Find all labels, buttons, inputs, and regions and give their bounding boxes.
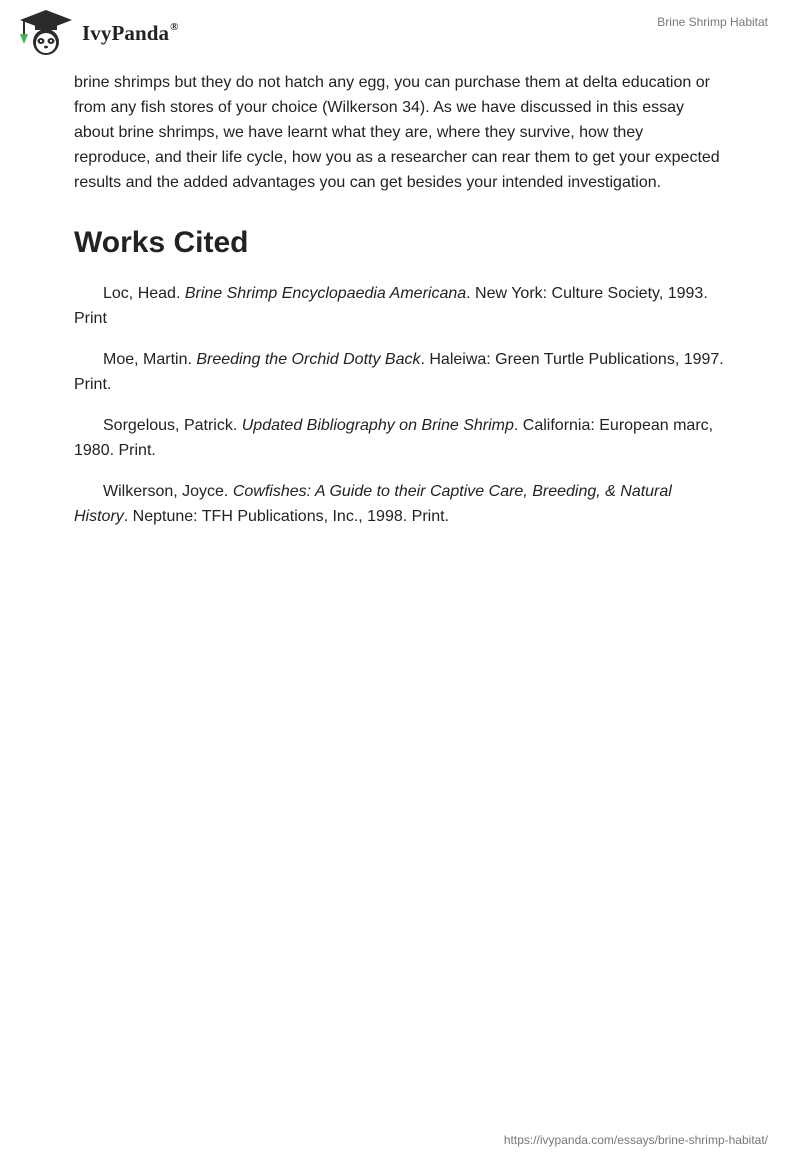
citation-entry [74, 347, 724, 397]
citation-title: Breeding the Orchid Dotty Back [196, 351, 421, 368]
works-cited-heading: Works Cited [74, 226, 249, 259]
citation-author: Wilkerson, Joyce. [103, 483, 233, 500]
citation-author: Loc, Head. [103, 285, 185, 302]
panda-graduate-icon [16, 8, 76, 56]
citation-details: . Neptune: TFH Publications, Inc., 1998. Print. [123, 508, 449, 525]
source-url-link[interactable]: https://ivypanda.com/essays/brine-shrimp-habitat/ [503, 1133, 768, 1147]
citation-author: Sorgelous, Patrick. [103, 417, 242, 434]
essay-content [74, 70, 724, 545]
citation-title: Brine Shrimp Encyclopaedia Americana [184, 285, 467, 302]
logo-text: IvyPanda® [82, 20, 179, 45]
citation-entry [74, 479, 724, 529]
citation-details: . Haleiwa: Green Turtle Publications, 1997. Print. [74, 351, 724, 393]
page-header [0, 0, 800, 66]
citation-title: Cowfishes: A Guide to their Captive Care, Breeding, & Natural History [74, 483, 672, 525]
citation-entry [74, 413, 724, 463]
citation-title: Updated Bibliography on Brine Shrimp [241, 417, 514, 434]
citation-details: . New York: Culture Society, 1993. Print [74, 285, 708, 327]
citation-author: Moe, Martin. [103, 351, 197, 368]
ivypanda-logo[interactable] [16, 8, 179, 56]
citation-details: . California: European marc, 1980. Print. [74, 417, 714, 459]
body-paragraph: brine shrimps but they do not hatch any egg, you can purchase them at delta education or from any fish stores of your choice (Wilkerson 34). As we have discussed in this essay about brine shrimps, we have learnt what they are, where they survive, how they reproduce, and their life cycle, how you as a researcher can rear them to get your expected results and the added advantages you can get besides your intended investigation. [74, 74, 720, 191]
document-title: Brine Shrimp Habitat [657, 15, 768, 29]
citation-entry [74, 281, 724, 331]
